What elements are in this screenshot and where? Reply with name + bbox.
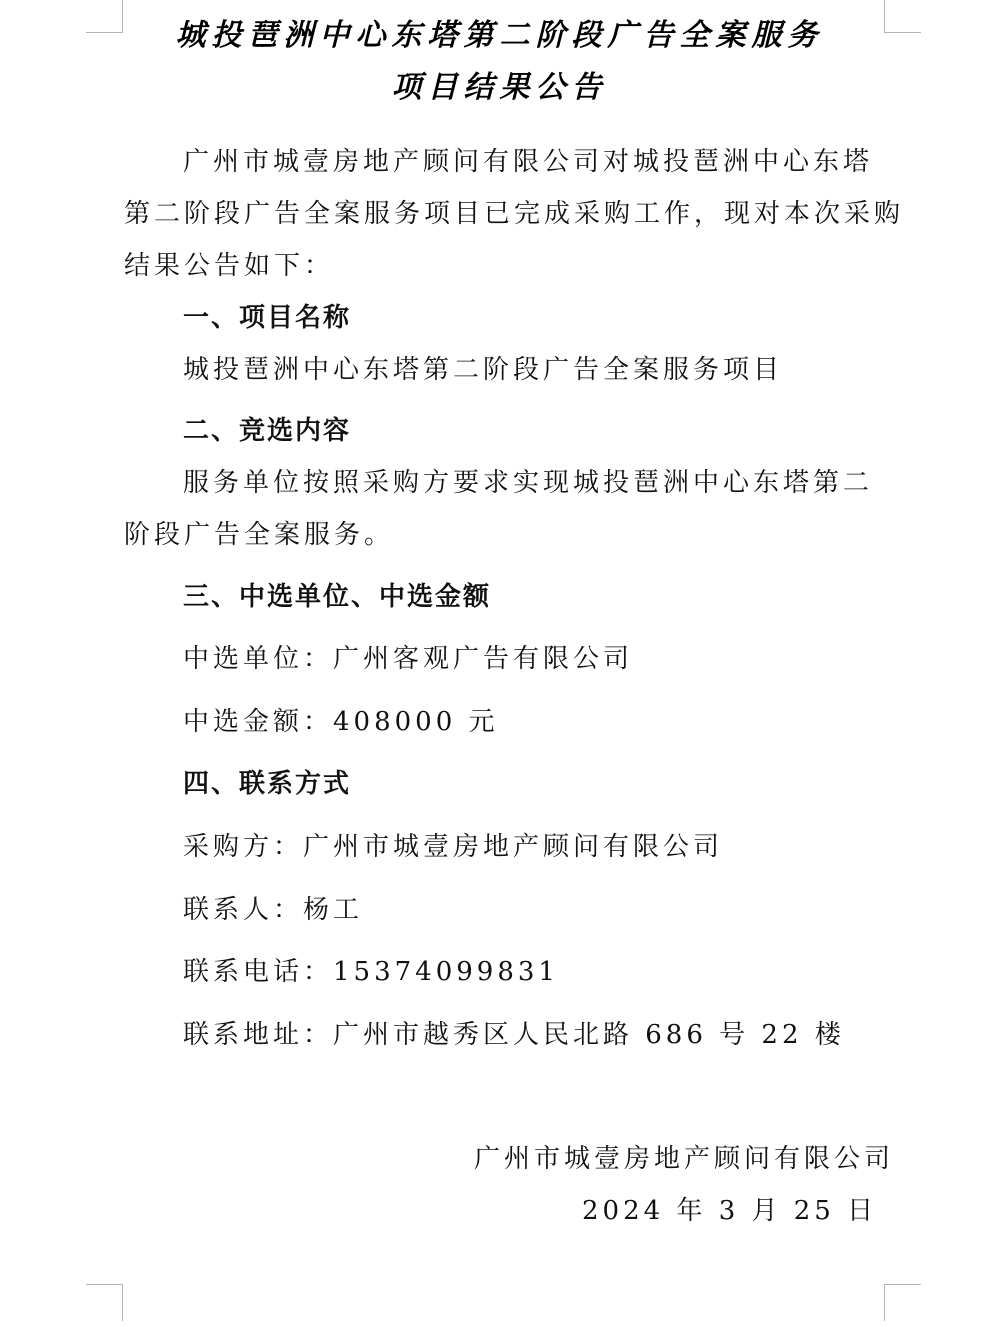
crop-mark-bottom-left bbox=[86, 1284, 123, 1321]
contact-person: 联系人：杨工 bbox=[183, 895, 364, 925]
signature-organization: 广州市城壹房地产顾问有限公司 bbox=[474, 1144, 895, 1174]
contact-purchaser: 采购方：广州市城壹房地产顾问有限公司 bbox=[183, 832, 724, 862]
winner-unit: 中选单位：广州客观广告有限公司 bbox=[183, 644, 634, 674]
project-name-text: 城投琶洲中心东塔第二阶段广告全案服务项目 bbox=[183, 355, 784, 385]
document-title-line-2: 项目结果公告 bbox=[391, 70, 608, 105]
winner-amount: 中选金额：408000 元 bbox=[183, 707, 499, 737]
contact-phone: 联系电话：15374099831 bbox=[183, 957, 559, 987]
content-line-1: 服务单位按照采购方要求实现城投琶洲中心东塔第二 bbox=[183, 468, 874, 498]
section-heading-contact: 四、联系方式 bbox=[183, 769, 352, 799]
document-title-line-1: 城投琶洲中心东塔第二阶段广告全案服务 bbox=[175, 18, 824, 53]
crop-mark-bottom-right bbox=[884, 1284, 921, 1321]
intro-line-1: 广州市城壹房地产顾问有限公司对城投琶洲中心东塔 bbox=[183, 147, 874, 177]
content-line-2: 阶段广告全案服务。 bbox=[124, 520, 395, 550]
contact-address: 联系地址：广州市越秀区人民北路 686 号 22 楼 bbox=[183, 1020, 845, 1050]
section-heading-winner: 三、中选单位、中选金额 bbox=[183, 582, 492, 612]
signature-date: 2024 年 3 月 25 日 bbox=[582, 1196, 878, 1226]
section-heading-project-name: 一、项目名称 bbox=[183, 303, 352, 333]
section-heading-content: 二、竞选内容 bbox=[183, 416, 352, 446]
intro-line-2: 第二阶段广告全案服务项目已完成采购工作，现对本次采购 bbox=[124, 199, 905, 229]
intro-line-3: 结果公告如下： bbox=[124, 251, 335, 281]
